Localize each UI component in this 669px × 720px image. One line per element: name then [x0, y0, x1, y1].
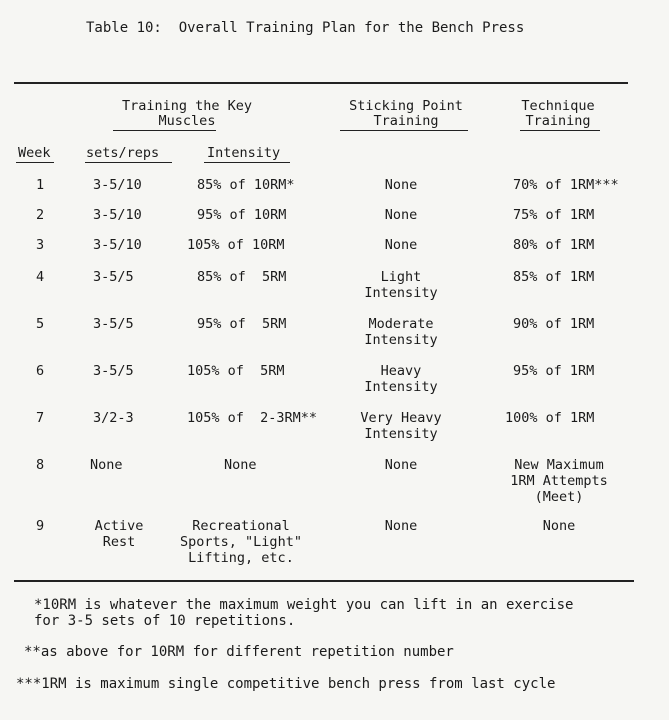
header-intensity: Intensity	[207, 145, 281, 161]
row-technique-line1: New Maximum	[514, 457, 604, 473]
row-intensity-line3: Lifting, etc.	[188, 550, 294, 566]
row-sets: None	[90, 457, 123, 473]
row-week: 2	[36, 207, 45, 223]
row-sets: 3-5/5	[93, 269, 134, 285]
footnote-2: **as above for 10RM for different repetition number	[24, 644, 454, 660]
footnote-1-line1: *10RM is whatever the maximum weight you can lift in an exercise	[34, 597, 574, 613]
row-intensity: 85% of 5RM	[197, 269, 287, 285]
row-technique: 90% of 1RM	[513, 316, 595, 332]
row-intensity: 85% of 10RM*	[197, 177, 295, 193]
row-week: 7	[36, 410, 45, 426]
top-rule	[14, 82, 628, 84]
row-sticking-line1: Moderate	[368, 316, 434, 332]
row-technique: 80% of 1RM	[513, 237, 595, 253]
row-sticking: None	[384, 177, 418, 193]
row-technique-line3: (Meet)	[534, 489, 584, 505]
row-sticking: None	[384, 207, 418, 223]
header-sets-reps-underline	[85, 162, 172, 163]
row-sticking-line1: Heavy	[380, 363, 422, 379]
row-sticking: None	[384, 237, 418, 253]
row-intensity-line1: Recreational	[192, 518, 290, 534]
row-intensity: 105% of 5RM	[187, 363, 285, 379]
row-week: 8	[36, 457, 45, 473]
row-week: 9	[36, 518, 45, 534]
row-sticking: None	[384, 457, 418, 473]
row-intensity: 95% of 10RM	[197, 207, 287, 223]
row-sets: 3-5/10	[93, 237, 142, 253]
row-sets: 3-5/10	[93, 177, 142, 193]
header-sets-reps: sets/reps	[86, 145, 160, 161]
row-technique: 85% of 1RM	[513, 269, 595, 285]
row-sticking-line2: Intensity	[364, 379, 438, 395]
header-sticking-line1: Sticking Point	[349, 98, 463, 114]
row-intensity: 105% of 2-3RM**	[187, 410, 318, 426]
row-sticking-line2: Intensity	[364, 426, 438, 442]
row-intensity: 105% of 10RM	[187, 237, 285, 253]
header-week-underline	[16, 162, 54, 163]
row-intensity: 95% of 5RM	[197, 316, 287, 332]
header-technique-line1: Technique	[521, 98, 595, 114]
header-intensity-underline	[204, 162, 290, 163]
row-sets: 3-5/5	[93, 363, 134, 379]
row-sticking-line2: Intensity	[364, 332, 438, 348]
header-key-muscles-line2: Muscles	[158, 113, 216, 129]
row-sets: 3-5/5	[93, 316, 134, 332]
row-technique: 75% of 1RM	[513, 207, 595, 223]
row-sets: 3-5/10	[93, 207, 142, 223]
row-technique: 70% of 1RM***	[513, 177, 619, 193]
header-technique-underline	[520, 130, 600, 131]
row-week: 6	[36, 363, 45, 379]
header-week: Week	[18, 145, 51, 161]
footnote-1-line2: for 3-5 sets of 10 repetitions.	[34, 613, 296, 629]
header-sticking-underline	[340, 130, 468, 131]
row-sets-line1: Active	[94, 518, 144, 534]
row-technique: 95% of 1RM	[513, 363, 595, 379]
row-technique: None	[542, 518, 576, 534]
header-sticking-line2: Training	[373, 113, 439, 129]
row-technique-line2: 1RM Attempts	[510, 473, 608, 489]
row-intensity: None	[224, 457, 257, 473]
table-title: Table 10: Overall Training Plan for the Bench Press	[86, 20, 525, 36]
row-sticking-line1: Very Heavy	[360, 410, 442, 426]
row-week: 3	[36, 237, 45, 253]
row-technique: 100% of 1RM	[505, 410, 595, 426]
row-sticking-line2: Intensity	[364, 285, 438, 301]
header-technique-line2: Training	[525, 113, 591, 129]
row-sticking-line1: Light	[380, 269, 422, 285]
header-key-muscles-underline	[113, 130, 216, 131]
row-sets: 3/2-3	[93, 410, 134, 426]
row-sticking: None	[384, 518, 418, 534]
row-week: 5	[36, 316, 45, 332]
row-sets-line2: Rest	[102, 534, 136, 550]
row-intensity-line2: Sports, "Light"	[180, 534, 302, 550]
header-key-muscles-line1: Training the Key	[121, 98, 253, 114]
bottom-rule	[14, 580, 634, 582]
row-week: 4	[36, 269, 45, 285]
footnote-3: ***1RM is maximum single competitive bench press from last cycle	[16, 676, 556, 692]
row-week: 1	[36, 177, 45, 193]
